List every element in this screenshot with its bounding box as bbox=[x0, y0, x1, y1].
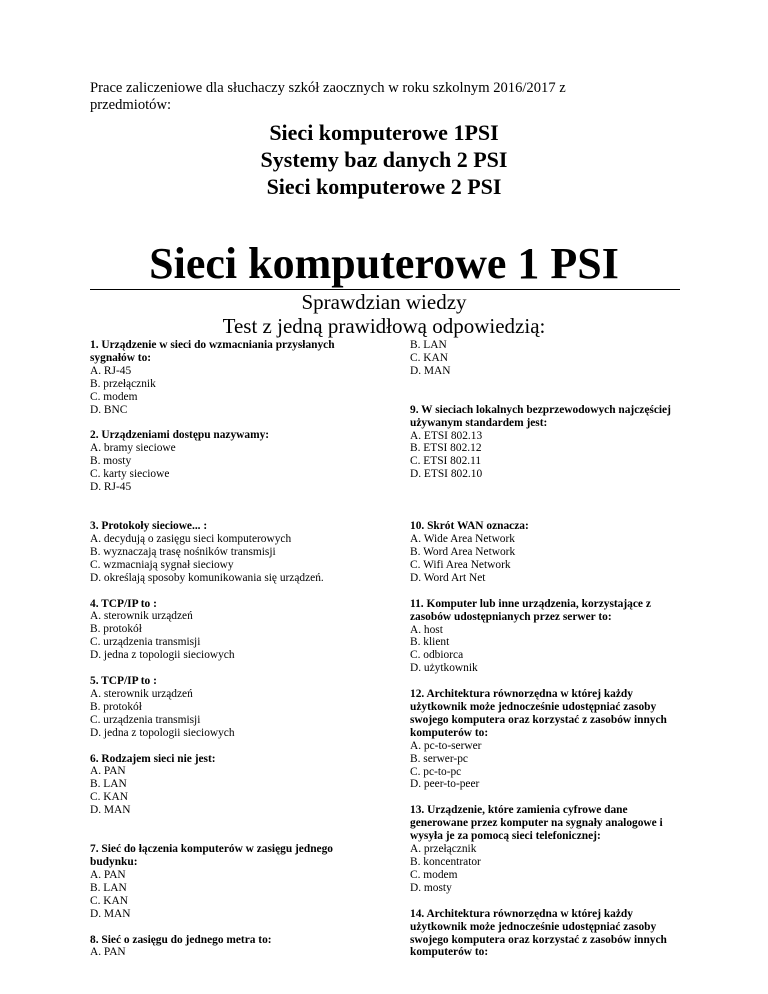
question-block bbox=[90, 429, 380, 494]
question-text: swojego komputera oraz korzystać z zasobów innych bbox=[410, 713, 667, 726]
question-block bbox=[410, 804, 680, 894]
answer-option: A. ETSI 802.13 bbox=[410, 429, 483, 442]
answer-option: A. RJ-45 bbox=[90, 364, 132, 377]
answer-option: B. LAN bbox=[90, 778, 127, 791]
answer-option: D. mosty bbox=[410, 881, 452, 894]
question-block bbox=[410, 908, 680, 960]
answer-option: C. urządzenia transmisji bbox=[90, 636, 201, 649]
answer-option: B. protokół bbox=[90, 623, 142, 636]
answer-option: B. serwer-pc bbox=[410, 752, 468, 765]
answer-option: A. przełącznik bbox=[410, 843, 477, 856]
question-block bbox=[410, 688, 680, 791]
answer-option: D. użytkownik bbox=[410, 662, 478, 675]
test-instructions: Test z jedną prawidłową odpowiedzią: bbox=[222, 314, 546, 338]
question-text: zasobów udostępnianych przez serwer to: bbox=[410, 610, 612, 623]
question-text: użytkownik może jednocześnie udostępniać zasoby bbox=[410, 701, 657, 714]
answer-option: D. jedna z topologii sieciowych bbox=[90, 649, 235, 662]
answer-option: C. pc-to-pc bbox=[410, 765, 462, 778]
intro-text: Prace zaliczeniowe dla słuchaczy szkół zaocznych w roku szkolnym 2016/2017 z przedmiotów: bbox=[90, 80, 566, 113]
answer-option: C. odbiorca bbox=[410, 649, 464, 662]
question-block bbox=[410, 339, 680, 378]
question-block bbox=[90, 520, 380, 585]
question-text: 10. Skrót WAN oznacza: bbox=[410, 520, 529, 533]
answer-option: D. Word Art Net bbox=[410, 571, 486, 584]
answer-option: C. KAN bbox=[90, 894, 128, 907]
answer-option: D. BNC bbox=[90, 403, 128, 416]
answer-option: A. bramy sieciowe bbox=[90, 442, 176, 455]
question-block bbox=[90, 843, 380, 920]
question-text: 11. Komputer lub inne urządzenia, korzystające z bbox=[410, 597, 651, 610]
answer-option: C. Wifi Area Network bbox=[410, 558, 511, 571]
answer-option: C. ETSI 802.11 bbox=[410, 455, 482, 468]
question-text: 7. Sieć do łączenia komputerów w zasięgu jednego bbox=[90, 843, 333, 856]
question-text: sygnałów to: bbox=[90, 351, 152, 364]
answer-option: D. MAN bbox=[410, 364, 451, 377]
question-text: generowane przez komputer na sygnały analogowe i bbox=[410, 817, 663, 830]
question-text: komputerów to: bbox=[410, 946, 489, 959]
question-block bbox=[90, 675, 380, 740]
answer-option: B. ETSI 802.12 bbox=[410, 442, 482, 455]
question-block bbox=[90, 753, 380, 818]
answer-option: A. Wide Area Network bbox=[410, 533, 515, 546]
question-text: 4. TCP/IP to : bbox=[90, 597, 157, 610]
answer-option: B. koncentrator bbox=[410, 856, 481, 868]
answer-option: A. pc-to-serwer bbox=[410, 739, 482, 752]
question-text: 1. Urządzenie w sieci do wzmacniania przysłanych bbox=[90, 339, 335, 351]
answer-option: B. Word Area Network bbox=[410, 545, 516, 558]
answer-option: C. KAN bbox=[410, 351, 448, 364]
left-question-column bbox=[90, 339, 380, 959]
answer-option: C. urządzenia transmisji bbox=[90, 713, 201, 726]
subject-title: Sieci komputerowe 2 PSI bbox=[266, 174, 502, 199]
answer-option: D. peer-to-peer bbox=[410, 778, 480, 791]
question-text: 2. Urządzeniami dostępu nazywamy: bbox=[90, 429, 270, 442]
subjects-list bbox=[0, 119, 768, 200]
question-block bbox=[90, 934, 380, 960]
answer-option: D. określają sposoby komunikowania się urządzeń. bbox=[90, 571, 324, 584]
subject-title: Systemy baz danych 2 PSI bbox=[260, 147, 508, 172]
answer-option: A. decydują o zasięgu sieci komputerowych bbox=[90, 532, 292, 545]
question-text: 9. W sieciach lokalnych bezprzewodowych najczęściej bbox=[410, 403, 671, 416]
question-text: wysyła je za pomocą sieci telefonicznej: bbox=[410, 830, 601, 843]
answer-option: B. LAN bbox=[90, 881, 127, 894]
question-text: 5. TCP/IP to : bbox=[90, 675, 157, 688]
question-text: 12. Architektura równorzędna w której każdy bbox=[410, 688, 633, 701]
question-block bbox=[410, 598, 680, 675]
answer-option: B. mosty bbox=[90, 455, 132, 468]
answer-option: D. RJ-45 bbox=[90, 481, 132, 494]
answer-option: A. PAN bbox=[90, 868, 126, 881]
question-text: 13. Urządzenie, które zamienia cyfrowe dane bbox=[410, 804, 628, 817]
answer-option: C. karty sieciowe bbox=[90, 468, 170, 481]
answer-option: C. modem bbox=[410, 868, 458, 881]
answer-option: D. MAN bbox=[90, 804, 131, 817]
answer-option: D. MAN bbox=[90, 907, 131, 920]
question-block bbox=[410, 520, 680, 585]
answer-option: C. wzmacniają sygnał sieciowy bbox=[90, 558, 234, 571]
answer-option: A. PAN bbox=[90, 765, 126, 778]
question-block bbox=[410, 404, 680, 481]
question-text: 3. Protokoły sieciowe... : bbox=[90, 519, 208, 532]
answer-option: C. modem bbox=[90, 390, 138, 403]
question-text: swojego komputera oraz korzystać z zasobów innych bbox=[410, 933, 667, 946]
right-question-column bbox=[410, 339, 680, 959]
subject-title: Sieci komputerowe 1PSI bbox=[269, 120, 499, 145]
answer-option: A. sterownik urządzeń bbox=[90, 687, 193, 700]
subtitle: Sprawdzian wiedzy bbox=[301, 290, 467, 314]
question-text: komputerów to: bbox=[410, 726, 489, 739]
question-text: budynku: bbox=[90, 856, 138, 868]
question-text: używanym standardem jest: bbox=[410, 416, 548, 429]
main-title: Sieci komputerowe 1 PSI bbox=[149, 239, 619, 288]
answer-option: B. protokół bbox=[90, 700, 142, 713]
question-text: 6. Rodzajem sieci nie jest: bbox=[90, 752, 216, 765]
answer-option: A. host bbox=[410, 623, 443, 636]
answer-option: A. PAN bbox=[90, 946, 126, 959]
question-block bbox=[90, 598, 380, 663]
answer-option: B. przełącznik bbox=[90, 377, 156, 390]
answer-option: D. ETSI 802.10 bbox=[410, 468, 483, 481]
answer-option: B. wyznaczają trasę nośników transmisji bbox=[90, 545, 276, 558]
question-text: 8. Sieć o zasięgu do jednego metra to: bbox=[90, 933, 272, 946]
answer-option: A. sterownik urządzeń bbox=[90, 610, 193, 623]
answer-option: B. klient bbox=[410, 636, 450, 649]
answer-option: D. jedna z topologii sieciowych bbox=[90, 726, 235, 739]
answer-option: C. KAN bbox=[90, 791, 128, 804]
answer-option: B. LAN bbox=[410, 339, 447, 351]
question-text: użytkownik może jednocześnie udostępniać zasoby bbox=[410, 920, 657, 933]
question-text: 14. Architektura równorzędna w której każdy bbox=[410, 907, 633, 920]
question-block bbox=[90, 339, 380, 416]
